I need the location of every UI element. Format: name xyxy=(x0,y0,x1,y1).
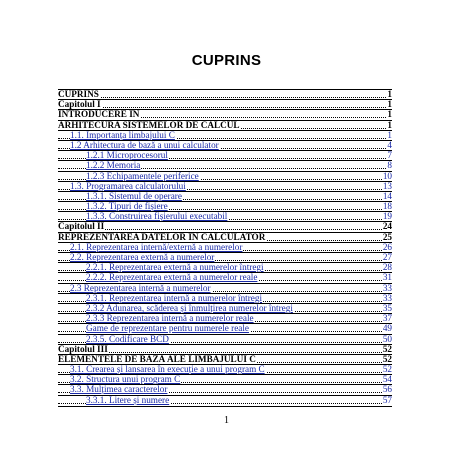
toc-entry[interactable] xyxy=(58,131,392,141)
toc-entry-page: 27 xyxy=(382,253,392,262)
toc-entry-page: 56 xyxy=(382,385,392,395)
toc-entry-page: 7 xyxy=(387,151,392,161)
toc-entry[interactable] xyxy=(58,151,392,161)
toc-entry[interactable] xyxy=(58,161,392,171)
toc-entry-label: ARHITECURA SISTEMELOR DE CALCUL xyxy=(58,120,240,130)
toc-entry-page: 37 xyxy=(382,314,392,324)
toc-entry-page: 33 xyxy=(382,293,392,303)
toc-entry-label: 1.2.2 Memoria xyxy=(86,161,141,171)
toc-entry-label: ELEMENTELE DE BAZĂ ALE LIMBAJULUI C xyxy=(58,354,256,364)
toc-entry[interactable] xyxy=(58,243,392,253)
toc-entry-label: Capitolul I xyxy=(58,100,101,110)
toc-entry-label: 1.2.3 Echipamentele periferice xyxy=(86,171,199,181)
toc-entry-label: 1.2.1 Microprocesorul xyxy=(86,151,168,161)
toc-entry-label: 1.3.2. Tipuri de fișiere xyxy=(86,202,168,212)
toc-entry-page: 52 xyxy=(382,365,392,375)
toc-heading-entry xyxy=(58,110,392,120)
toc-entry-label: 2.1. Reprezentarea internă/externă a numerelor xyxy=(70,242,243,252)
toc-entry-label: 3.3. Mulțimea caracterelor xyxy=(70,385,168,395)
toc-entry[interactable] xyxy=(58,284,392,294)
toc-heading-entry xyxy=(58,233,392,243)
toc-entry-page: 25 xyxy=(382,232,392,242)
toc-entry[interactable] xyxy=(58,273,392,283)
toc-entry[interactable] xyxy=(58,396,392,406)
toc-entry-page: 14 xyxy=(382,191,392,201)
toc-entry-label: 1.3. Programarea calculatorului xyxy=(70,181,186,191)
toc-entry-page: 26 xyxy=(382,242,392,252)
toc-entry-page: 1 xyxy=(387,120,392,130)
toc-entry-page: 28 xyxy=(382,263,392,273)
page-title: CUPRINS xyxy=(191,52,262,69)
toc-entry-label: 2.2.1. Reprezentarea externă a numerelor întregi xyxy=(86,263,264,273)
toc-entry-label: 2.3.1. Reprezentarea internă a numerelor întregi xyxy=(86,293,263,303)
toc-heading-entry xyxy=(58,222,392,232)
toc-heading-entry xyxy=(58,345,392,355)
dot-leader xyxy=(58,107,392,108)
toc-heading-entry xyxy=(58,90,392,100)
toc-heading-entry xyxy=(58,121,392,131)
toc-entry-label: Capitolul II xyxy=(58,222,105,232)
toc-heading-entry xyxy=(58,355,392,365)
page-number: 1 xyxy=(224,415,229,426)
toc-entry[interactable] xyxy=(58,212,392,222)
toc-entry[interactable] xyxy=(58,365,392,375)
toc-entry-label: Capitolul III xyxy=(58,344,108,354)
toc-entry-page: 49 xyxy=(382,324,392,334)
toc-entry[interactable] xyxy=(58,304,392,314)
toc-entry-label: Game de reprezentare pentru numerele reale xyxy=(86,324,249,334)
toc-entry-label: CUPRINS xyxy=(58,90,99,99)
toc-entry-page: 52 xyxy=(382,354,392,364)
toc-entry-label: 1.3.3. Construirea fișierului executabil xyxy=(86,212,228,222)
toc-entry[interactable] xyxy=(58,375,392,385)
toc-entry-label: 2.2. Reprezentarea externă a numerelor xyxy=(70,253,215,262)
table-of-contents xyxy=(58,89,392,407)
toc-entry[interactable] xyxy=(58,324,392,334)
toc-entry-label: INTRODUCERE ÎN xyxy=(58,110,140,120)
toc-entry-page: 52 xyxy=(382,344,392,354)
toc-entry-label: 2.2.2. Reprezentarea externă a numerelor reale xyxy=(86,273,258,283)
toc-entry-page: 54 xyxy=(382,375,392,385)
toc-entry[interactable] xyxy=(58,335,392,345)
toc-entry[interactable] xyxy=(58,192,392,202)
toc-entry-label: 3.2. Structura unui program C xyxy=(70,375,181,385)
dot-leader xyxy=(58,97,392,98)
toc-entry[interactable] xyxy=(58,314,392,324)
toc-entry-page: 1 xyxy=(387,130,392,140)
toc-entry-label: 2.3.3 Reprezentarea internă a numerelor reale xyxy=(86,314,254,324)
toc-heading-entry xyxy=(58,100,392,110)
toc-entry[interactable] xyxy=(58,182,392,192)
toc-entry[interactable] xyxy=(58,385,392,395)
toc-entry-page: 1 xyxy=(387,100,392,110)
toc-entry-label: 3.1. Crearea și lansarea în execuție a unui program C xyxy=(70,365,265,375)
toc-entry-label: 2.3 Reprezentarea internă a numerelor xyxy=(70,283,211,293)
toc-entry[interactable] xyxy=(58,172,392,182)
dot-leader xyxy=(58,229,392,230)
toc-entry-label: 2.3.5. Codificare BCD xyxy=(86,334,169,344)
toc-entry-page: 31 xyxy=(382,273,392,283)
toc-entry-label: 1.3.1. Sistemul de operare xyxy=(86,191,182,201)
toc-entry-label: REPREZENTAREA DATELOR ÎN CALCULATOR xyxy=(58,232,266,242)
toc-entry[interactable] xyxy=(58,253,392,263)
toc-entry-label: 1.2 Arhitectura de bază a unui calculator xyxy=(70,140,219,150)
toc-entry-page: 24 xyxy=(382,222,392,232)
toc-entry-page: 33 xyxy=(382,283,392,293)
toc-entry-page: 1 xyxy=(387,90,392,99)
toc-entry-label: 2.3.2 Adunarea, scăderea și înmulțirea numerelor întregi xyxy=(86,303,293,313)
toc-entry-page: 57 xyxy=(382,395,392,405)
toc-entry-page: 13 xyxy=(382,181,392,191)
toc-entry[interactable] xyxy=(58,202,392,212)
toc-entry-page: 10 xyxy=(382,171,392,181)
toc-entry[interactable] xyxy=(58,294,392,304)
toc-entry-page: 4 xyxy=(387,140,392,150)
toc-entry-label: 1.1. Importanța limbajului C xyxy=(70,130,175,140)
toc-entry-page: 1 xyxy=(387,110,392,120)
toc-entry-page: 50 xyxy=(382,334,392,344)
toc-entry-page: 19 xyxy=(382,212,392,222)
toc-entry-label: 3.3.1. Litere și numere xyxy=(86,395,170,405)
toc-entry[interactable] xyxy=(58,263,392,273)
toc-entry-page: 8 xyxy=(387,161,392,171)
toc-entry-page: 35 xyxy=(382,303,392,313)
toc-entry-page: 18 xyxy=(382,202,392,212)
toc-entry[interactable] xyxy=(58,141,392,151)
